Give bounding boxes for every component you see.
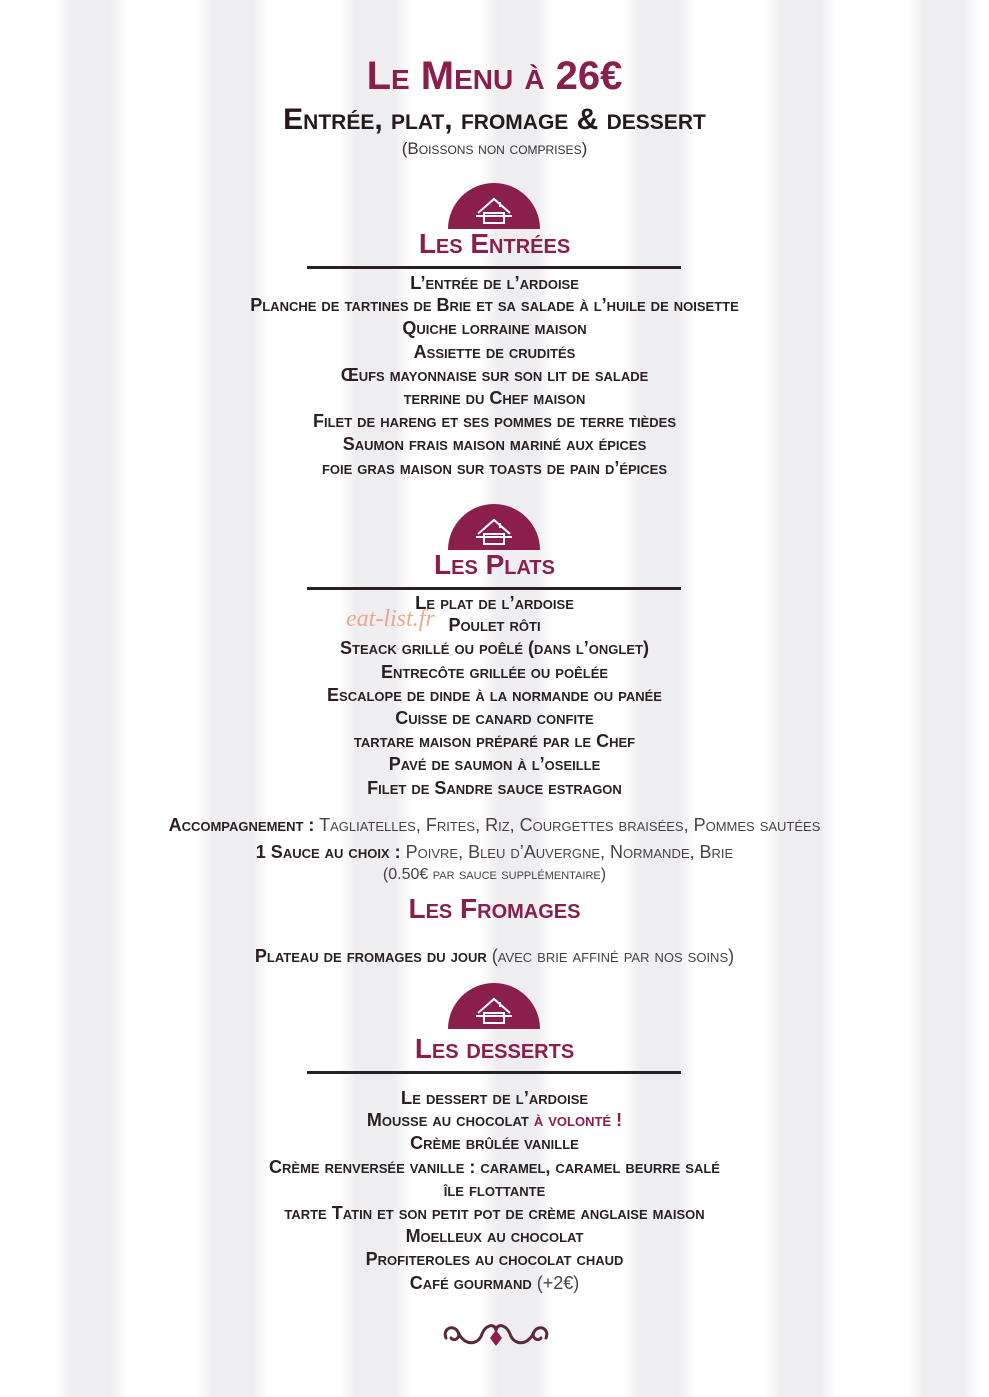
- list-item: Crème brûlée vanille: [410, 1133, 579, 1154]
- flourish-ornament-icon: [438, 1316, 554, 1356]
- watermark: eat-list.fr: [346, 606, 435, 632]
- plats-list: [0, 591, 989, 800]
- list-item: Crème renversée vanille : caramel, caramel beurre salé: [269, 1156, 720, 1177]
- accompagnement-line: [0, 815, 989, 836]
- entrees-title: Les Entrées: [418, 228, 571, 259]
- house-badge-icon: [448, 983, 540, 1029]
- house-badge-icon: [448, 183, 540, 229]
- list-item: Entrecôte grillée ou poêlée: [380, 661, 609, 682]
- mousse-text: Mousse au chocolat: [366, 1110, 534, 1131]
- list-item: Planche de tartines de Brie et sa salade à l’huile de noisette: [250, 295, 739, 316]
- sauce-note: (0.50€ par sauce supplémentaire): [382, 866, 607, 883]
- plats-head: Le plat de l’ardoise: [415, 592, 574, 613]
- list-item: Œufs mayonnaise sur son lit de salade: [340, 364, 649, 385]
- sauce-line: [0, 842, 989, 863]
- entrees-head: L’entrée de l’ardoise: [410, 272, 579, 293]
- list-item: Pavé de saumon à l’oseille: [388, 754, 601, 775]
- list-item: Quiche lorraine maison: [402, 318, 587, 339]
- list-item: Filet de hareng et ses pommes de terre tièdes: [312, 411, 677, 432]
- fromages-title: Les Fromages: [408, 893, 581, 924]
- desserts-divider: [307, 1071, 681, 1074]
- list-item: Poulet rôti: [448, 615, 541, 636]
- list-item: tartare maison préparé par le Chef: [353, 731, 636, 752]
- entrees-list: [0, 271, 989, 480]
- menu-subtitle: Entrée, plat, fromage & dessert: [283, 103, 706, 136]
- desserts-title: Les desserts: [414, 1033, 575, 1064]
- list-item: Assiette de crudités: [413, 341, 576, 362]
- list-item: Filet de Sandre sauce estragon: [367, 777, 622, 798]
- cafe-note: (+2€): [531, 1272, 580, 1293]
- list-item: Escalope de dinde à la normande ou panée: [327, 684, 662, 705]
- fromages-note: (avec brie affiné par nos soins): [486, 946, 735, 966]
- list-item: [0, 1272, 989, 1295]
- list-item: île flottante: [443, 1179, 546, 1200]
- list-item: terrine du Chef maison: [403, 387, 586, 408]
- plats-title: Les Plats: [434, 549, 555, 580]
- list-item: [0, 1109, 989, 1132]
- list-item: Moelleux au chocolat: [405, 1226, 584, 1247]
- mousse-accent: à volonté !: [533, 1110, 623, 1131]
- house-badge-icon: [448, 504, 540, 550]
- accompagnement-value: Tagliatelles, Frites, Riz, Courgettes braisées, Pommes sautées: [314, 815, 821, 835]
- cafe-text: Café gourmand: [409, 1272, 532, 1293]
- fromages-line: [0, 946, 989, 967]
- list-item: Steack grillé ou poêlé (dans l’onglet): [340, 638, 649, 659]
- entrees-divider: [307, 266, 681, 269]
- sauce-value: Poivre, Bleu d’Auvergne, Normande, Brie: [400, 842, 734, 862]
- accompagnement-label: Accompagnement :: [168, 815, 315, 835]
- sauce-label: 1 Sauce au choix :: [255, 842, 401, 862]
- list-item: Cuisse de canard confite: [395, 707, 594, 728]
- drinks-note: (Boissons non comprises): [401, 139, 588, 158]
- plats-divider: [307, 587, 681, 590]
- list-item: tarte Tatin et son petit pot de crème anglaise maison: [284, 1202, 705, 1223]
- desserts-list: [0, 1086, 989, 1295]
- menu-title: Le Menu à 26€: [366, 54, 623, 98]
- list-item: Profiteroles au chocolat chaud: [365, 1249, 624, 1270]
- list-item: foie gras maison sur toasts de pain d’épices: [321, 457, 668, 478]
- fromages-item: Plateau de fromages du jour: [254, 946, 487, 966]
- desserts-head: Le dessert de l’ardoise: [400, 1087, 589, 1108]
- list-item: Saumon frais maison mariné aux épices: [342, 434, 647, 455]
